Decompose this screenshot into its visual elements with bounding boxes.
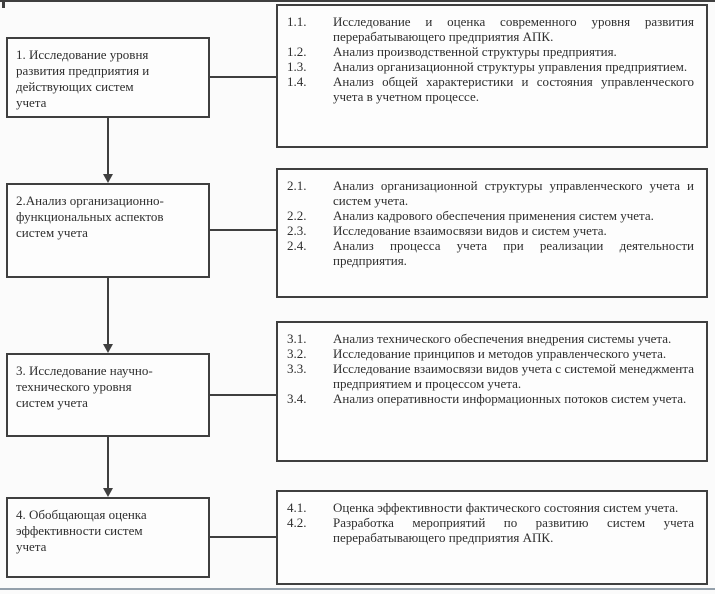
arrow-down-icon (103, 174, 113, 183)
stage-1-label: 1. Исследование уровня развития предприятия и действующих систем учета (16, 47, 150, 110)
detail-item-1-3 (287, 59, 694, 74)
detail-item-3-3 (287, 361, 694, 391)
arrow-down-icon (103, 488, 113, 497)
flow-arrow-line-1 (107, 118, 109, 175)
item-text: Оценка эффективности фактического состояния систем учета. (333, 500, 679, 515)
detail-item-4-2 (287, 515, 694, 545)
detail-item-3-1 (287, 331, 694, 346)
item-text: Исследование принципов и методов управленческого учета. (333, 346, 667, 361)
item-text: Анализ общей характеристики и состояния управленческого учета в учетном процессе. (333, 74, 694, 104)
item-number: 2.3. (287, 223, 307, 238)
item-number: 3.2. (287, 346, 307, 361)
item-number: 1.1. (287, 14, 307, 29)
stage-2-label: 2.Анализ организационно-функциональных аспектов систем учета (16, 193, 164, 240)
item-text: Разработка мероприятий по развитию систем учета перерабатывающего предприятия АПК. (333, 515, 694, 545)
stage-box-2 (6, 183, 210, 278)
item-number: 1.3. (287, 59, 307, 74)
stage-3-label: 3. Исследование научно-технического уровня систем учета (16, 363, 153, 410)
stage-box-3 (6, 353, 210, 437)
item-number: 1.4. (287, 74, 307, 89)
item-text: Исследование взаимосвязи видов учета с системой менеджмента предприятием и процессом учета. (333, 361, 694, 391)
connector-line-3 (210, 394, 276, 396)
top-border-line (0, 0, 715, 2)
item-text: Исследование и оценка современного уровня развития перерабатывающего предприятия АПК. (333, 14, 694, 44)
item-number: 2.2. (287, 208, 307, 223)
detail-box-4 (276, 490, 708, 585)
item-number: 4.2. (287, 515, 307, 530)
flow-arrow-line-2 (107, 278, 109, 345)
item-number: 4.1. (287, 500, 307, 515)
item-text: Анализ организационной структуры управления предприятием. (333, 59, 688, 74)
detail-item-2-4 (287, 238, 694, 268)
item-number: 3.3. (287, 361, 307, 376)
item-text: Анализ оперативности информационных потоков систем учета. (333, 391, 687, 406)
flow-arrow-line-3 (107, 437, 109, 489)
connector-line-1 (210, 76, 276, 78)
item-number: 1.2. (287, 44, 307, 59)
stage-box-1 (6, 37, 210, 118)
item-text: Исследование взаимосвязи видов и систем учета. (333, 223, 607, 238)
detail-box-2 (276, 168, 708, 298)
top-left-corner-stub (2, 0, 5, 8)
connector-line-2 (210, 229, 276, 231)
arrow-down-icon (103, 344, 113, 353)
item-text: Анализ производственной структуры предприятия. (333, 44, 617, 59)
item-text: Анализ кадрового обеспечения применения систем учета. (333, 208, 654, 223)
detail-item-1-2 (287, 44, 694, 59)
detail-item-2-3 (287, 223, 694, 238)
item-text: Анализ организационной структуры управленческого учета и систем учета. (333, 178, 694, 208)
item-number: 3.1. (287, 331, 307, 346)
detail-item-2-2 (287, 208, 694, 223)
detail-box-3 (276, 321, 708, 462)
detail-item-3-4 (287, 391, 694, 406)
detail-item-4-1 (287, 500, 694, 515)
item-number: 2.1. (287, 178, 307, 193)
item-text: Анализ технического обеспечения внедрения системы учета. (333, 331, 672, 346)
item-number: 3.4. (287, 391, 307, 406)
detail-item-1-1 (287, 14, 694, 44)
bottom-border-line (0, 588, 715, 590)
stage-box-4 (6, 497, 210, 578)
connector-line-4 (210, 536, 276, 538)
stage-4-label: 4. Обобщающая оценка эффективности систем учета (16, 507, 147, 554)
detail-item-1-4 (287, 74, 694, 104)
item-text: Анализ процесса учета при реализации деятельности предприятия. (333, 238, 694, 268)
detail-item-3-2 (287, 346, 694, 361)
detail-box-1 (276, 4, 708, 148)
detail-item-2-1 (287, 178, 694, 208)
item-number: 2.4. (287, 238, 307, 253)
